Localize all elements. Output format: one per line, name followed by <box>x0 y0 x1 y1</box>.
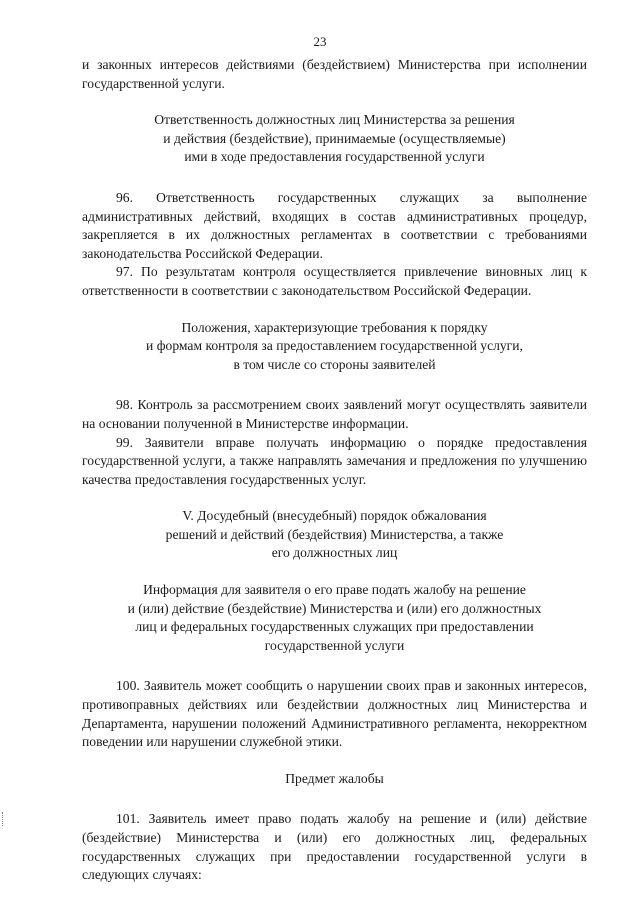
paragraph-101: 101. Заявитель имеет право подать жалобу на решение и (или) действие (бездействие) Министерства и (или) его должностных лиц, федеральных государственных служащих при предоставлении государственной услуги в следующих случаях: <box>82 811 587 883</box>
heading-line: Ответственность должностных лиц Министерства за решения <box>154 112 515 128</box>
chapter-heading-v <box>82 507 587 563</box>
paragraph-99: 99. Заявители вправе получать информацию о порядке предоставления государственной услуги, а также направлять замечания и предложения по улучшению качества предоставления государственных услуг. <box>82 434 587 487</box>
document-body <box>82 56 587 885</box>
paragraph-97: 97. По результатам контроля осуществляется привлечение виновных лиц к ответственности в соответствии с законодательством Российской Федерации. <box>82 264 587 298</box>
heading-line: V. Досудебный (внесудебный) порядок обжалования <box>182 508 487 524</box>
heading-line: и (или) действие (бездействие) Министерства и (или) его должностных <box>127 600 542 616</box>
heading-line: государственной услуги <box>264 637 405 653</box>
heading-line: и формам контроля за предоставлением государственной услуги, <box>146 338 523 354</box>
scan-margin-mark <box>2 812 6 826</box>
heading-line: ими в ходе предоставления государственной услуги <box>184 149 485 165</box>
heading-line: Информация для заявителя о его праве подать жалобу на решение <box>143 582 526 598</box>
heading-line: его должностных лиц <box>271 545 398 561</box>
section-heading-control-forms <box>82 319 587 375</box>
heading-line: Положения, характеризующие требования к порядку <box>181 319 488 335</box>
section-heading-responsibility <box>82 111 587 167</box>
heading-line: Предмет жалобы <box>285 770 384 786</box>
paragraph-100: 100. Заявитель может сообщить о нарушении своих прав и законных интересов, противоправных действиях или бездействии должностных лиц Министерства и Департамента, нарушении положений Административного регламента, некорректном поведении или нарушении служебной этики. <box>82 678 587 750</box>
section-heading-complaint-subject <box>82 770 587 789</box>
paragraph-continuation: и законных интересов действиями (бездействием) Министерства при исполнении государственной услуги. <box>82 57 587 91</box>
heading-line: лиц и федеральных государственных служащих при предоставлении <box>135 619 534 635</box>
paragraph-96: 96. Ответственность государственных служащих за выполнение административных действий, входящих в состав административных процедур, закрепляется в их должностных регламентах в соответствии с требованиями законодательства Российской Федерации. <box>82 189 587 261</box>
heading-line: в том числе со стороны заявителей <box>233 356 436 372</box>
heading-line: решений и действий (бездействия) Министерства, а также <box>165 526 504 542</box>
heading-line: и действия (бездействие), принимаемые (осуществляемые) <box>163 130 506 146</box>
page-number: 23 <box>313 34 327 49</box>
section-heading-complaint-right <box>82 581 587 655</box>
paragraph-98: 98. Контроль за рассмотрением своих заявлений могут осуществлять заявители на основании полученной в Министерстве информации. <box>82 397 587 431</box>
